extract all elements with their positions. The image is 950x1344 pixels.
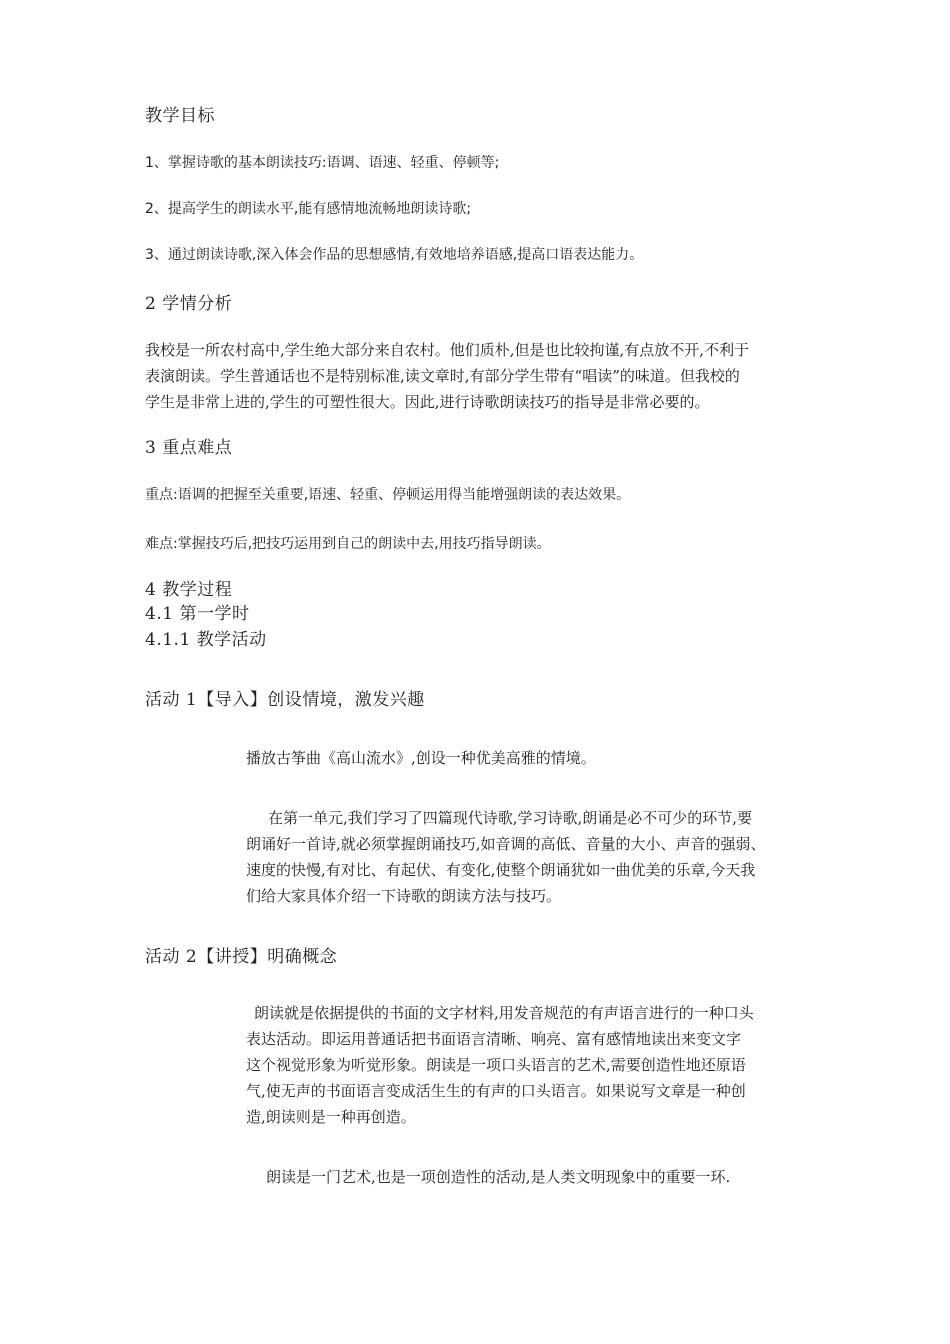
analysis-heading: 2 学情分析 xyxy=(145,294,233,314)
activity-1-line-2: 朗诵好一首诗,就必须掌握朗诵技巧,如音调的高低、音量的大小、声音的强弱、 xyxy=(246,835,766,853)
process-subheading-1: 4.1 第一学时 xyxy=(145,604,250,624)
difficult-point: 难点:掌握技巧后,把技巧运用到自己的朗读中去,用技巧指导朗读。 xyxy=(145,536,551,552)
activity-1-title: 活动 1【导入】创设情境，激发兴趣 xyxy=(145,690,425,710)
goal-item-3: 3、通过朗读诗歌,深入体会作品的思想感情,有效地培养语感,提高口语表达能力。 xyxy=(145,247,644,263)
analysis-line-2: 表演朗读。学生普通话也不是特别标准,读文章时,有部分学生带有“唱读”的味道。但我校的 xyxy=(145,367,740,385)
analysis-line-1: 我校是一所农村高中,学生绝大部分来自农村。他们质朴,但是也比较拘谨,有点放不开,不利于 xyxy=(145,341,750,359)
process-subheading-2: 4.1.1 教学活动 xyxy=(145,630,267,650)
activity-1-paragraph xyxy=(246,805,766,909)
activity-1-line-1: 在第一单元,我们学习了四篇现代诗歌,学习诗歌,朗诵是必不可少的环节,要 xyxy=(268,809,753,827)
activity-2-line-1: 朗读就是依据提供的书面的文字材料,用发音规范的有声语言进行的一种口头 xyxy=(254,1004,754,1022)
activity-1-line-4: 们给大家具体介绍一下诗歌的朗读方法与技巧。 xyxy=(246,887,562,905)
key-point: 重点:语调的把握至关重要,语速、轻重、停顿运用得当能增强朗读的表达效果。 xyxy=(145,487,631,503)
activity-2-line-3: 这个视觉形象为听觉形象。朗读是一项口头语言的艺术,需要创造性地还原语 xyxy=(246,1056,746,1074)
activity-2-paragraph-2: 朗读是一门艺术,也是一项创造性的活动,是人类文明现象中的重要一环. xyxy=(266,1168,731,1186)
analysis-line-3: 学生是非常上进的,学生的可塑性很大。因此,进行诗歌朗读技巧的指导是非常必要的。 xyxy=(145,393,710,411)
activity-2-title: 活动 2【讲授】明确概念 xyxy=(145,947,338,967)
activity-2-paragraph-1 xyxy=(246,1000,754,1130)
activity-2-line-4: 气,使无声的书面语言变成活生生的有声的口头语言。如果说写文章是一种创 xyxy=(246,1082,746,1100)
activity-1-line-3: 速度的快慢,有对比、有起伏、有变化,使整个朗诵犹如一曲优美的乐章,今天我 xyxy=(246,861,756,879)
keypoints-heading: 3 重点难点 xyxy=(145,438,233,458)
goals-heading: 教学目标 xyxy=(145,106,215,126)
activity-2-line-5: 造,朗读则是一种再创造。 xyxy=(246,1108,416,1126)
analysis-paragraph xyxy=(145,337,749,415)
goal-item-1: 1、掌握诗歌的基本朗读技巧:语调、语速、轻重、停顿等; xyxy=(145,155,500,171)
activity-1-intro: 播放古筝曲《高山流水》,创设一种优美高雅的情境。 xyxy=(246,749,596,767)
goal-item-2: 2、提高学生的朗读水平,能有感情地流畅地朗读诗歌; xyxy=(145,201,472,217)
process-heading: 4 教学过程 xyxy=(145,580,233,600)
activity-2-line-2: 表达活动。即运用普通话把书面语言清晰、响亮、富有感情地读出来变文字 xyxy=(246,1030,742,1048)
